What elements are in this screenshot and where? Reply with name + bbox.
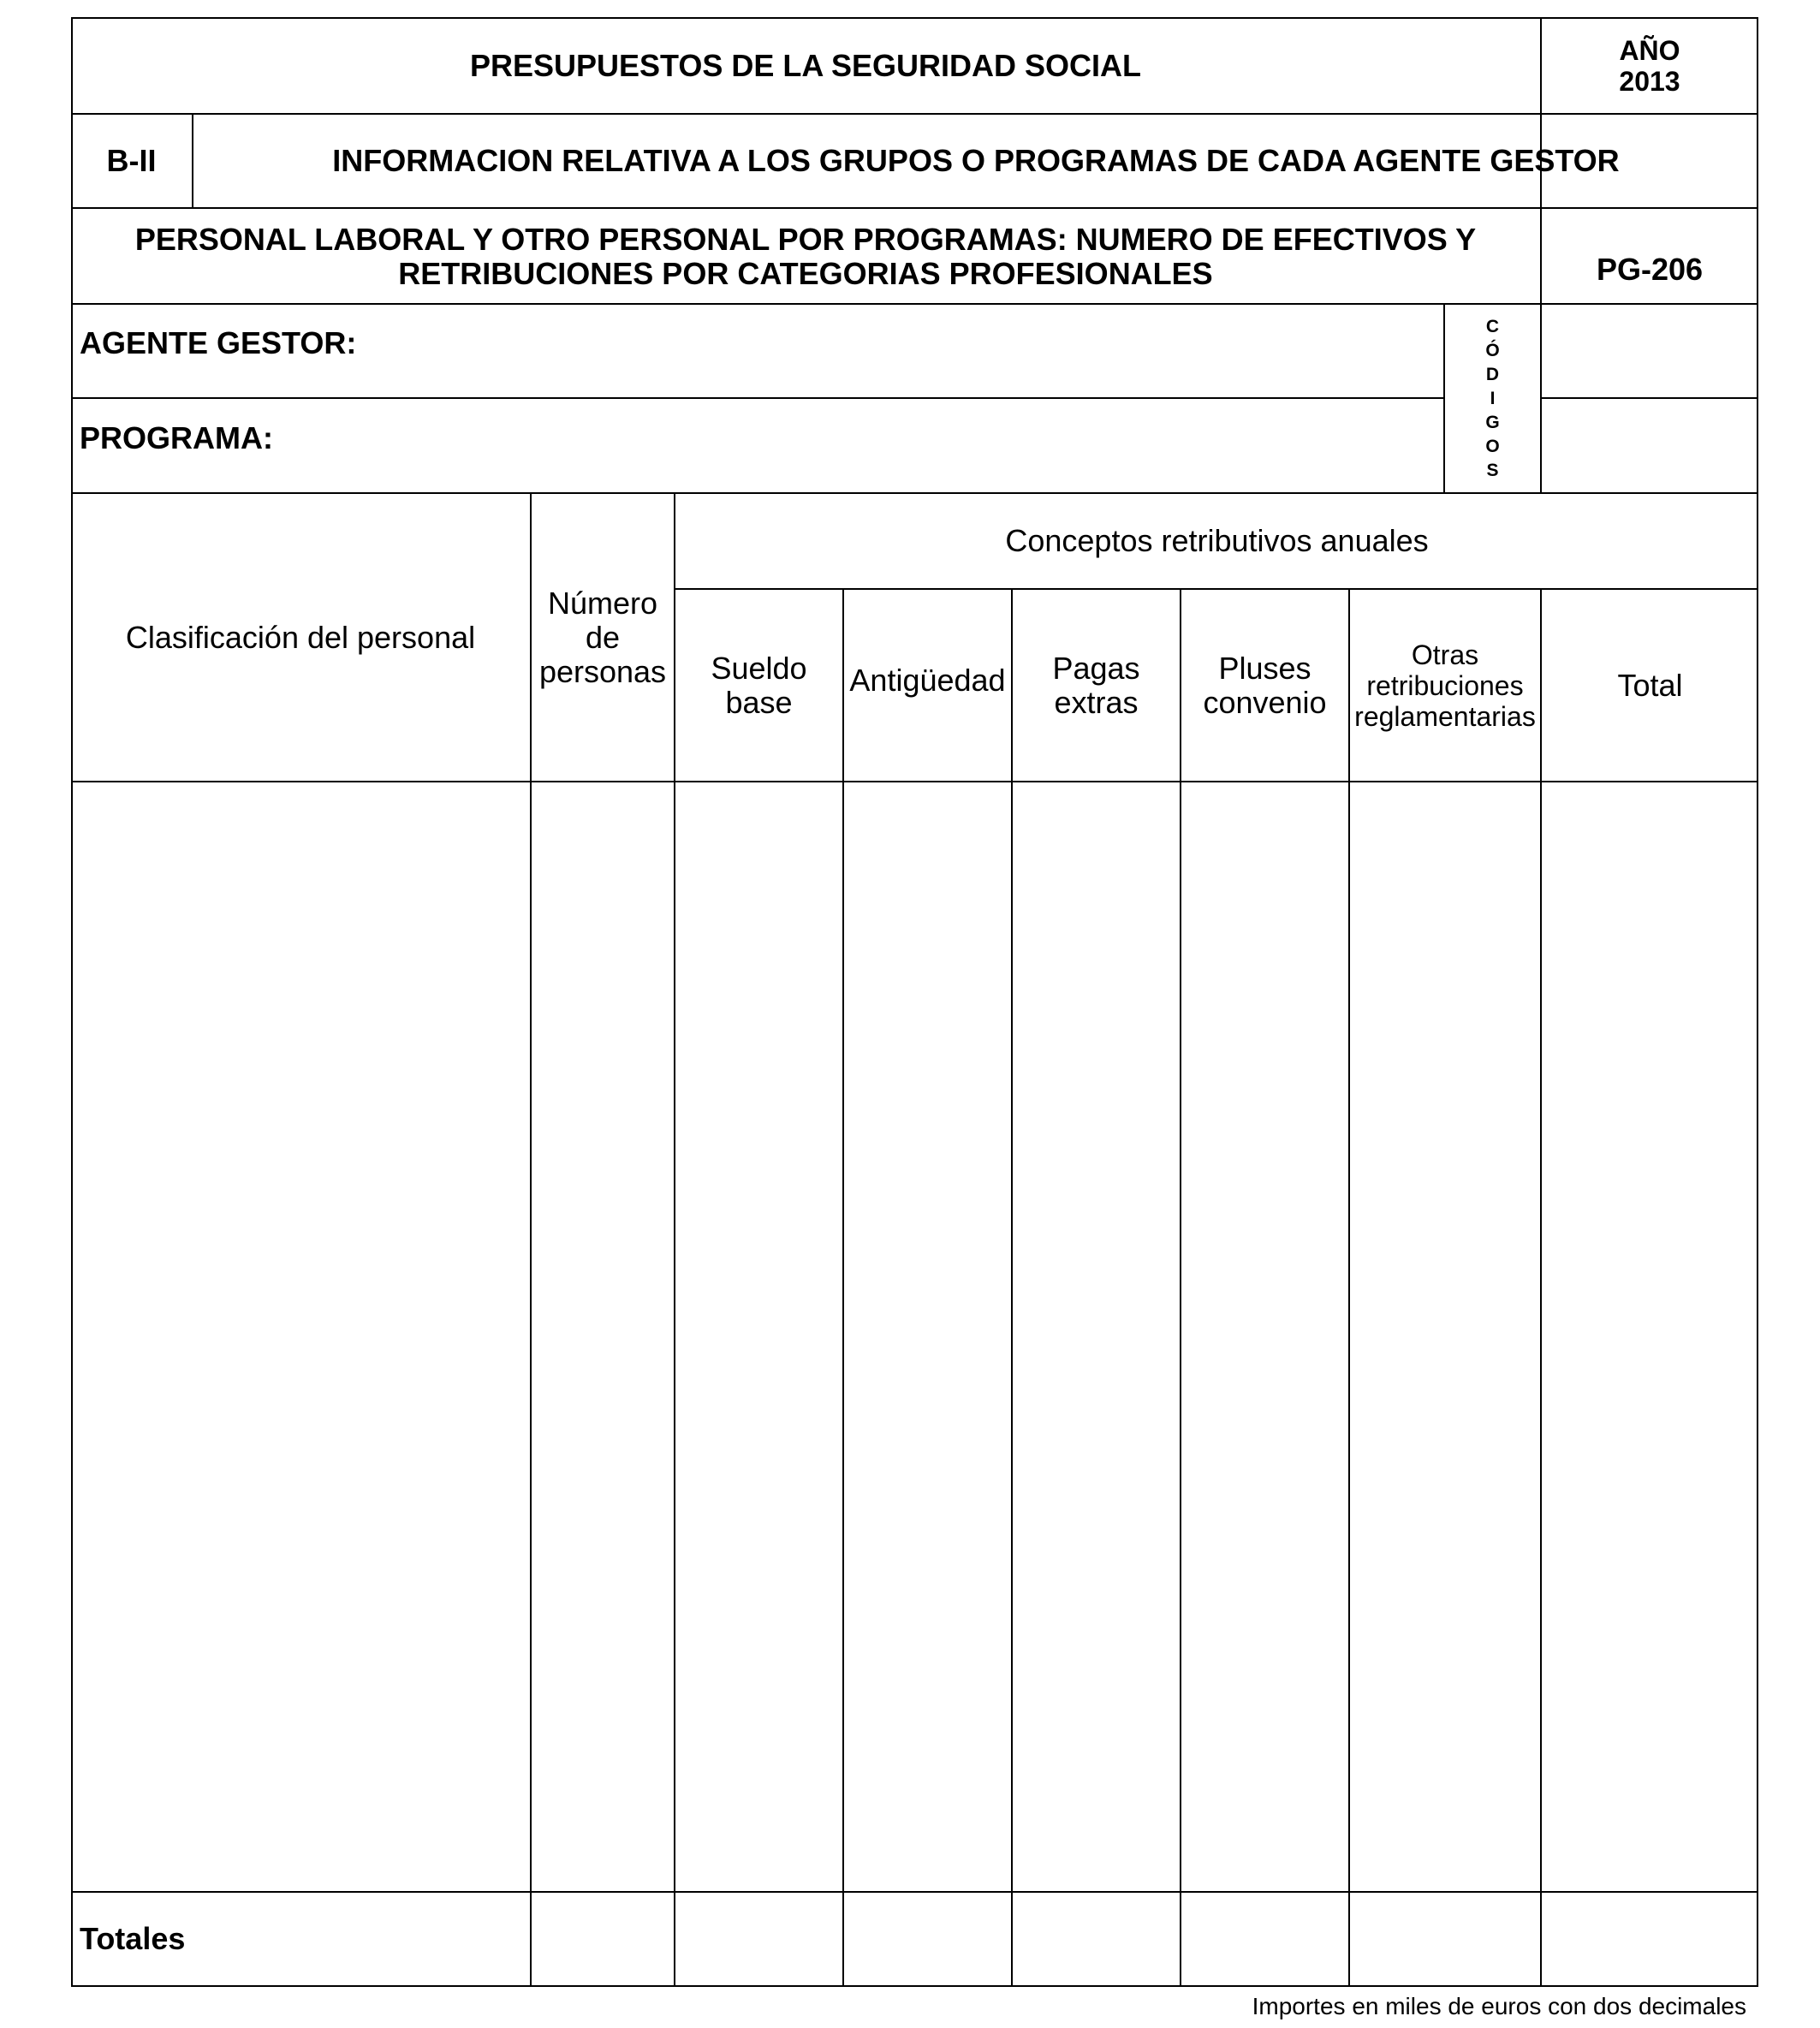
col-otras-line2: retribuciones (1366, 670, 1524, 701)
body-cell-clasificacion[interactable] (73, 782, 529, 1890)
col-pluses-line1: Pluses (1218, 651, 1311, 686)
total-cell-antiguedad[interactable] (844, 1893, 1010, 1985)
col-numero-line1: Número (547, 586, 658, 621)
body-cell-pagas[interactable] (1013, 782, 1179, 1890)
footer-note: Importes en miles de euros con dos decimales (1252, 1993, 1746, 2019)
codigos-letter: G (1485, 413, 1500, 432)
codigos-letter: C (1485, 317, 1500, 336)
col-otras-line3: reglamentarias (1354, 701, 1536, 732)
agente-gestor-label: AGENTE GESTOR: (80, 325, 357, 360)
col-header-otras (1350, 590, 1540, 782)
col-sueldo-line2: base (725, 685, 793, 720)
section-code: B-II (106, 143, 157, 178)
body-cell-antiguedad[interactable] (844, 782, 1010, 1890)
programa-label: PROGRAMA: (80, 420, 273, 455)
col-header-antiguedad: Antigüedad (849, 663, 1006, 698)
form-code: PG-206 (1596, 252, 1704, 287)
form-title-line2: RETRIBUCIONES POR CATEGORIAS PROFESIONALES (398, 255, 1213, 291)
col-pagas-line2: extras (1054, 685, 1139, 720)
col-pagas-line1: Pagas (1052, 651, 1140, 686)
form-title-line1: PERSONAL LABORAL Y OTRO PERSONAL POR PROGRAMAS: NUMERO DE EFECTIVOS Y (134, 221, 1477, 257)
col-numero-line3: personas (538, 654, 667, 689)
codigos-letter: D (1485, 365, 1500, 384)
body-cell-total[interactable] (1542, 782, 1758, 1890)
col-sueldo-line1: Sueldo (711, 651, 807, 686)
total-cell-total[interactable] (1542, 1893, 1758, 1985)
totals-label: Totales (80, 1921, 186, 1956)
col-otras-line1: Otras (1411, 639, 1479, 670)
year-value: 2013 (1619, 65, 1680, 97)
total-cell-otras[interactable] (1350, 1893, 1539, 1985)
codigos-letters (1485, 315, 1499, 483)
total-cell-pagas[interactable] (1013, 1893, 1179, 1985)
col-numero-line2: de (585, 620, 621, 655)
codigos-letter: I (1490, 389, 1496, 408)
year-block (1541, 17, 1758, 114)
codigos-label (1445, 313, 1540, 485)
body-cell-pluses[interactable] (1181, 782, 1347, 1890)
budget-title: PRESUPUESTOS DE LA SEGURIDAD SOCIAL (469, 47, 1142, 83)
divider (71, 397, 1444, 399)
codigos-letter: O (1485, 437, 1500, 456)
col-header-clasificacion: Clasificación del personal (125, 620, 476, 655)
agente-gestor-code-field[interactable] (1542, 305, 1758, 396)
col-header-sueldo (675, 590, 842, 782)
year-label: AÑO (1619, 34, 1680, 66)
col-header-pagas (1013, 590, 1180, 782)
col-header-pluses (1181, 590, 1348, 782)
col-header-total: Total (1617, 668, 1683, 703)
form-title (71, 209, 1540, 304)
total-cell-sueldo[interactable] (675, 1893, 842, 1985)
section-title: INFORMACION RELATIVA A LOS GRUPOS O PROGRAMAS DE CADA AGENTE GESTOR (332, 143, 1620, 178)
total-cell-pluses[interactable] (1181, 1893, 1347, 1985)
col-header-numero (532, 565, 674, 711)
programa-code-field[interactable] (1542, 399, 1758, 491)
body-cell-sueldo[interactable] (675, 782, 842, 1890)
body-cell-otras[interactable] (1350, 782, 1539, 1890)
codigos-letter: Ó (1485, 341, 1500, 360)
total-cell-numero[interactable] (532, 1893, 673, 1985)
col-pluses-line2: convenio (1203, 685, 1327, 720)
group-header-conceptos: Conceptos retributivos anuales (1005, 523, 1429, 558)
codigos-letter: S (1486, 461, 1499, 480)
body-cell-numero[interactable] (532, 782, 673, 1890)
